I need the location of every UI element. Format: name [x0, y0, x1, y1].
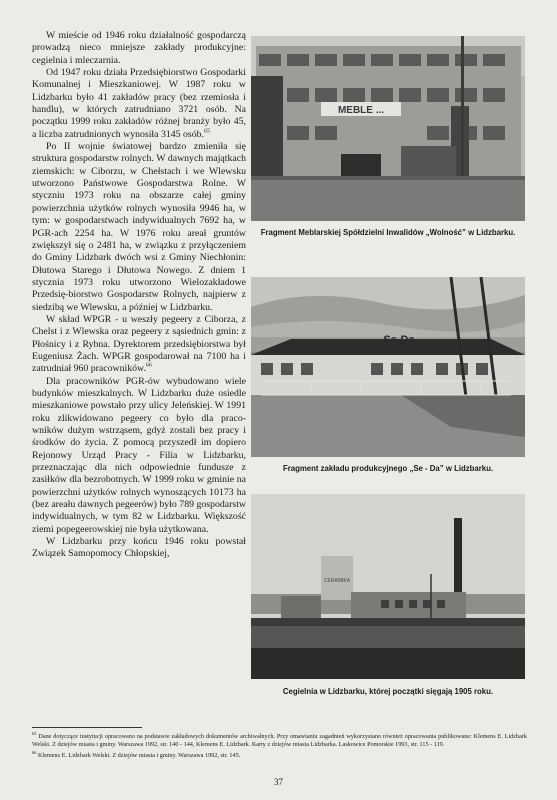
page-number: 37	[274, 777, 283, 787]
body-paragraph: Po II wojnie światowej bardzo zmieniła się struktura gospodarstw rolnych. W dawnych majątkach ziemskich: w Ciborzu, w Chełstach i we Wlewsku utworzono Państwowe Gospodarstwa Rolne. W styczniu 1973 roku na obszarze całej gminy powierzchnia użytków rolnych wynosiła 9946 ha, w tym: w gospodarstwach indywidualnych 7692 ha, w PGR-ach 2254 ha. W 1976 roku areał gruntów zwiększył się o 2481 ha, w związku z przyłączeniem do Gminy Lidzbark dwóch wsi z Gminy Niechłonin: Dłutowa Starego i Dłutowa Nowego. Z dniem 1 stycznia 1973 roku utworzono Wielozakładowe Przedsię-biorstwo Gospodarstw Rolnych, najpierw z siedzibą we Wlewsku, a później w Lidzbarku.	[32, 141, 246, 313]
main-text-column	[32, 30, 246, 561]
body-paragraph: Dla pracowników PGR-ów wybudowano wiele budynków mieszkalnych. W Lidzbarku duże osiedle mieszkaniowe powstało przy ulicy Jeleńskiej. W 1991 roku zlikwidowano pegeery co było dla praco-wników dużym wstrząsem, gdyż zostali bez pracy i środków do życia. Z pomocą przyszedł im dopiero Rejonowy Urząd Pracy - Filia w Lidzbarku, przeznaczając dla nich odpowiednie fundusze z zasiłków dla bezrobotnych. W 1999 roku w gminie na powierzchni użytków rolnych wynoszących 10173 ha (bez areału dawnych pegeerów) było 789 gospodarstw indywidualnych, w tym 82 w Lidzbarku. Większość ziemi popegeerowskiej nie była użytkowana.	[32, 375, 246, 535]
body-paragraph: W mieście od 1946 roku działalność gospodarczą prowadzą nieco mniejsze zakłady produkcyjne: cegielnia i mleczarnia.	[32, 30, 246, 66]
caption-brickyard: Cegielnia w Lidzbarku, której początki sięgają 1905 roku.	[282, 687, 494, 696]
caption-se-da-plant: Fragment zakładu produkcyjnego „Se - Da” w Lidzbarku.	[282, 464, 494, 473]
footnote: $^{65}$ Dane dotyczące instytucji opracowano na podstawie zakładowych dokumentów archiwalnych. Przy omawianiu zagadnień wykorzystano również opracowania publikowane: Klemens E. Lidzbark Welski. Z dziejów miasta i gminy. Warszawa 1992, str. 140 - 144, Klemens E. Lidzbark. Karty z dziejów miasta Lidzbarka. Laskowice Pomorskie 1993, str. 115 - 119.	[32, 731, 527, 749]
footnote: $^{66}$ Klemens E. Lidzbark Welski. Z dziejów miasta i gminy. Warszawa 1992, str. 145.	[32, 750, 241, 760]
footnote-ref: 65	[203, 128, 210, 135]
meble-sign: MEBLE ...	[337, 105, 385, 116]
photo-brickyard	[251, 494, 525, 679]
body-paragraph: W skład WPGR - u weszły pegeery z Ciborza, z Chelst i z Wlewska oraz pegeery z sąsiednich gmin: z Płośnicy i z Rybna. Dyrektorem przedsiębiorstwa był Eugeniusz Żach. WPGR gospodarował na 7100 ha i zatrudniał 960 pracowników.$^{66}$	[32, 313, 246, 375]
body-paragraph: W Lidzbarku przy końcu 1946 roku powstał Związek Samopomocy Chłopskiej,	[32, 536, 246, 560]
caption-furniture-factory: Fragment Meblarskiej Spółdzielni Inwalidów „Wolność” w Lidzbarku.	[260, 228, 516, 237]
photo-se-da-plant	[251, 277, 525, 457]
footnote-ref: 66	[145, 363, 152, 370]
body-paragraph: Od 1947 roku działa Przedsiębiorstwo Gospodarki Komunalnej i Mieszkaniowej. W 1987 roku w Lidzbarku było 41 zakładów pracy (bez rzemiosła i handlu), w których zatrudniano 3721 osób. Na początku 1999 roku zakładów różnej branży było 45, a liczba zatrudnionych wynosiła 3145 osób.$^{65}$	[32, 67, 246, 140]
footnotes	[32, 730, 527, 760]
se-da-sign: Se-Da	[383, 334, 415, 346]
footnote-divider	[32, 727, 142, 728]
photo-furniture-factory	[251, 36, 525, 221]
ceramika-sign: CERAMIKA	[323, 578, 351, 584]
